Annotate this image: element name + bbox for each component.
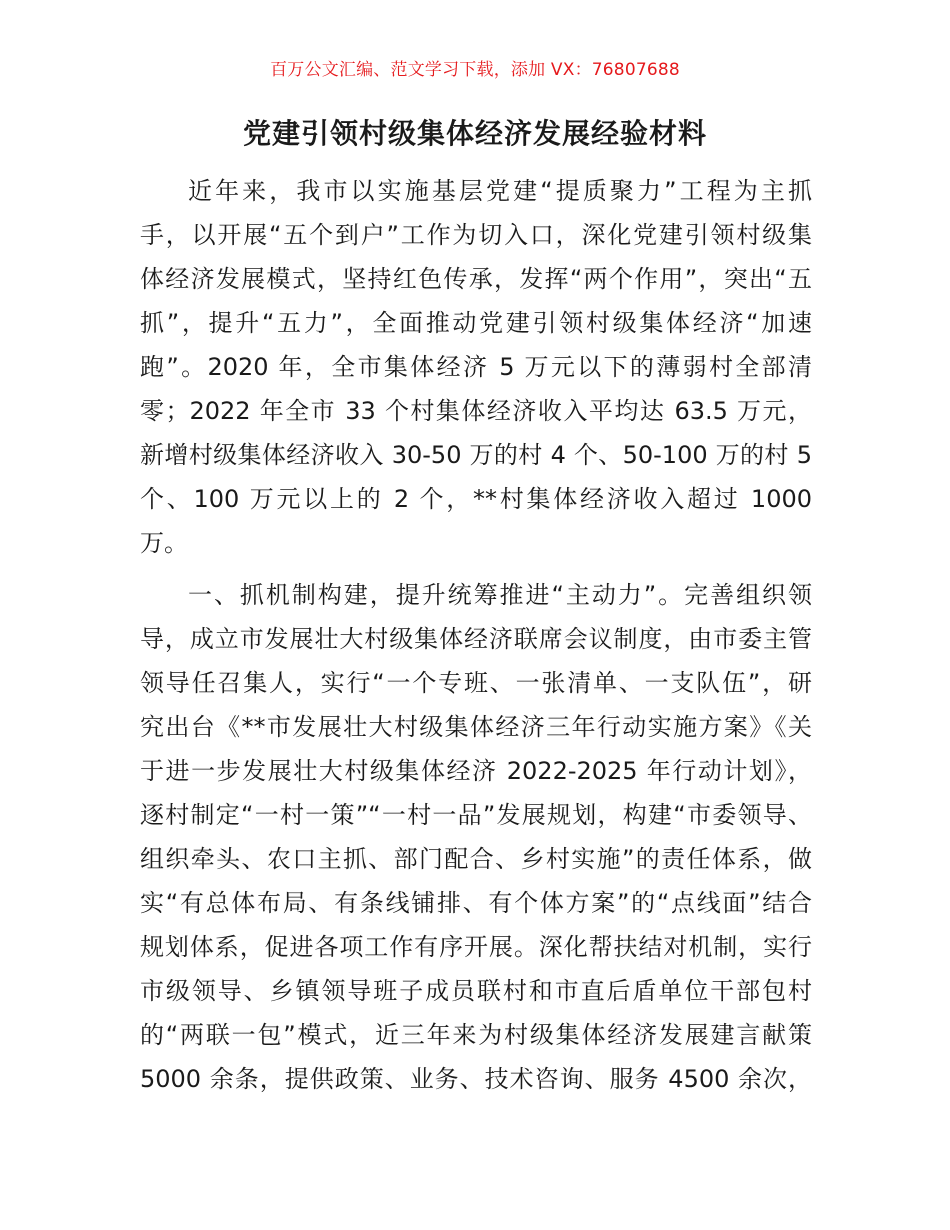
header-note: 百万公文汇编、范文学习下载，添加 VX：76807688: [270, 60, 680, 80]
paragraph-1-line: 新增村级集体经济收入 30-50 万的村 4 个、50-100 万的村 5: [140, 441, 812, 469]
paragraph-2-line: 一、抓机制构建，提升统筹推进“主动力”。完善组织领: [188, 581, 812, 609]
paragraph-1-line: 体经济发展模式，坚持红色传承，发挥“两个作用”，突出“五: [140, 265, 812, 293]
paragraph-2-line: 于进一步发展壮大村级集体经济 2022-2025 年行动计划》，: [140, 757, 812, 785]
paragraph-1-line: 个、100 万元以上的 2 个，**村集体经济收入超过 1000: [140, 485, 812, 513]
paragraph-2-line: 领导任召集人，实行“一个专班、一张清单、一支队伍”，研: [140, 669, 812, 697]
paragraph-1-line: 抓”，提升“五力”，全面推动党建引领村级集体经济“加速: [140, 309, 812, 337]
paragraph-1-line: 万。: [140, 529, 188, 557]
paragraph-1-line: 跑”。2020 年，全市集体经济 5 万元以下的薄弱村全部清: [140, 353, 812, 381]
paragraph-1-line: 近年来，我市以实施基层党建“提质聚力”工程为主抓: [188, 177, 812, 205]
paragraph-2-line: 实“有总体布局、有条线铺排、有个体方案”的“点线面”结合: [140, 889, 812, 917]
paragraph-2-line: 市级领导、乡镇领导班子成员联村和市直后盾单位干部包村: [140, 977, 812, 1005]
paragraph-2-line: 组织牵头、农口主抓、部门配合、乡村实施”的责任体系，做: [140, 845, 812, 873]
paragraph-1-line: 零；2022 年全市 33 个村集体经济收入平均达 63.5 万元，: [140, 397, 812, 425]
paragraph-2-line: 导，成立市发展壮大村级集体经济联席会议制度，由市委主管: [140, 625, 812, 653]
paragraph-2-line: 究出台《**市发展壮大村级集体经济三年行动实施方案》《关: [140, 713, 812, 741]
paragraph-2-line: 5000 余条，提供政策、业务、技术咨询、服务 4500 余次，: [140, 1065, 812, 1093]
document-title: 党建引领村级集体经济发展经验材料: [242, 117, 707, 150]
paragraph-2-line: 逐村制定“一村一策”“一村一品”发展规划，构建“市委领导、: [140, 801, 812, 829]
paragraph-1-line: 手，以开展“五个到户”工作为切入口，深化党建引领村级集: [140, 221, 812, 249]
paragraph-2-line: 规划体系，促进各项工作有序开展。深化帮扶结对机制，实行: [140, 933, 812, 961]
paragraph-2-line: 的“两联一包”模式，近三年来为村级集体经济发展建言献策: [140, 1021, 812, 1049]
